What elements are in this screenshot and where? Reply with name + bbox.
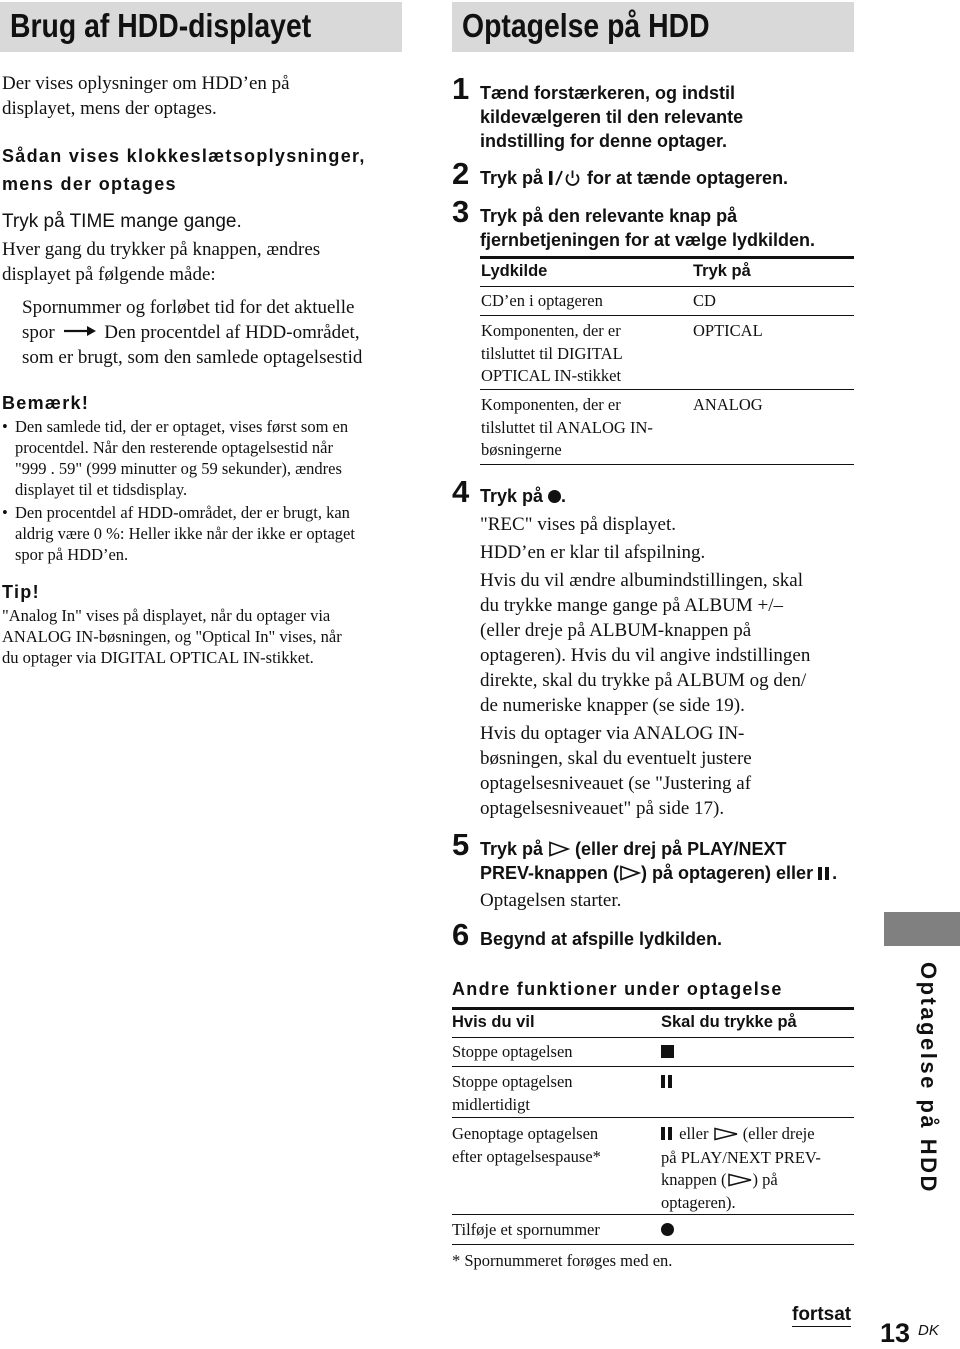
tip-text: "Analog In" vises på displayet, når du optager via ANALOG IN-bøsningen, og "Optical In" vises, når du optager via DIGITAL OPTICAL IN-stikket. bbox=[2, 606, 342, 667]
source-row-2-button: OPTICAL bbox=[693, 321, 763, 340]
func-table-top-rule bbox=[452, 1007, 854, 1010]
step-2-text: Tryk på for at tænde optageren. bbox=[480, 168, 789, 188]
func-row-stop: Stoppe optagelsen bbox=[452, 1042, 573, 1061]
step-number-2: 2 bbox=[452, 156, 470, 191]
play-icon bbox=[619, 865, 641, 881]
language-code: DK bbox=[918, 1322, 939, 1339]
pause-icon bbox=[818, 862, 832, 886]
left-header-bar bbox=[0, 2, 402, 52]
step-number-5: 5 bbox=[452, 827, 470, 862]
step-5-details: Optagelsen starter. bbox=[480, 890, 622, 911]
step-number-6: 6 bbox=[452, 917, 470, 952]
source-table-rule bbox=[480, 286, 854, 287]
step-3-text: Tryk på den relevante knap på fjernbetjeningen for at vælge lydkilden. bbox=[480, 206, 816, 250]
side-tab-label: Optagelse på HDD bbox=[916, 962, 941, 1194]
source-row-1-source: CD’en i optageren bbox=[481, 291, 603, 310]
note-heading: Bemærk! bbox=[2, 393, 90, 413]
tip-heading: Tip! bbox=[2, 582, 40, 602]
func-table-rule bbox=[452, 1214, 854, 1215]
right-page-title: Optagelse på HDD bbox=[462, 7, 710, 44]
other-functions-heading: Andre funktioner under optagelse bbox=[452, 979, 783, 999]
left-page-title: Brug af HDD-displayet bbox=[10, 7, 312, 44]
footnote: * Spornummeret forøges med en. bbox=[452, 1251, 673, 1270]
step-6-text: Begynd at afspille lydkilden. bbox=[480, 929, 723, 949]
step-number-1: 1 bbox=[452, 71, 470, 106]
func-row-add-track: Tilføje et spornummer bbox=[452, 1220, 600, 1239]
func-row-pause: Stoppe optagelsen midlertidigt bbox=[452, 1072, 573, 1114]
step-5-text: Tryk på (eller drej på PLAY/NEXT PREV-knappen ( ) på optageren) eller . bbox=[480, 837, 837, 886]
source-table-header-source: Lydkilde bbox=[481, 262, 548, 280]
source-table-rule bbox=[480, 315, 854, 316]
note-item-2: • Den procentdel af HDD-området, der er brugt, kan aldrig være 0 %: Heller ikke når der ikke er optaget spor på HDD’en. bbox=[2, 503, 355, 564]
bullet: • bbox=[2, 503, 8, 522]
stop-icon bbox=[661, 1045, 674, 1058]
source-row-3-button: ANALOG bbox=[693, 395, 763, 414]
func-row-resume-buttons: eller (eller dreje på PLAY/NEXT PREV- knappen ( ) på optageren). bbox=[661, 1124, 821, 1212]
step-4-text: Tryk på . bbox=[480, 486, 567, 506]
source-table-top-rule bbox=[480, 256, 854, 259]
power-icon bbox=[548, 169, 582, 187]
play-icon bbox=[548, 841, 570, 857]
pause-icon bbox=[661, 1124, 675, 1147]
record-icon bbox=[661, 1223, 674, 1236]
source-table-rule bbox=[480, 389, 854, 390]
source-table-bottom-rule bbox=[480, 464, 854, 465]
press-time-text: Tryk på TIME mange gange. bbox=[2, 211, 242, 232]
func-table-header-action: Hvis du vil bbox=[452, 1013, 535, 1031]
source-row-2-source: Komponenten, der er tilsluttet til DIGITAL OPTICAL IN-stikket bbox=[481, 321, 623, 385]
func-table-rule bbox=[452, 1066, 854, 1067]
bullet: • bbox=[2, 417, 8, 436]
step-number-4: 4 bbox=[452, 474, 470, 509]
arrow-right-icon bbox=[63, 325, 97, 337]
side-tab-marker bbox=[884, 912, 960, 946]
note-item-1: • Den samlede tid, der er optaget, vises først som en procentdel. Når den resterende optagelsestid når "999 . 59" (999 minutter og 59 sekunder), ændres displayet til et tidsdisplay. bbox=[2, 417, 349, 499]
func-table-header-button: Skal du trykke på bbox=[661, 1013, 797, 1031]
page-number: 13 bbox=[880, 1318, 911, 1348]
change-text: Hver gang du trykker på knappen, ændres displayet på følgende måde: bbox=[2, 239, 321, 285]
step-number-3: 3 bbox=[452, 194, 470, 229]
intro-text: Der vises oplysninger om HDD’en på displayet, mens der optages. bbox=[2, 73, 290, 119]
play-icon bbox=[713, 1127, 739, 1141]
source-row-1-button: CD bbox=[693, 291, 716, 310]
source-table-header-button: Tryk på bbox=[693, 262, 751, 280]
func-row-resume: Genoptage optagelsen efter optagelsespause* bbox=[452, 1124, 601, 1166]
continued-label: fortsat bbox=[792, 1304, 852, 1325]
display-sequence: Spornummer og forløbet tid for det aktuelle spor Den procentdel af HDD-området, som er brugt, som den samlede optagelsestid bbox=[22, 297, 363, 368]
right-header-bar bbox=[452, 2, 854, 52]
step-4-details: "REC" vises på displayet. HDD’en er klar til afspilning. Hvis du vil ændre albumindstillingen, skal du trykke mange gange på ALBUM +/– (eller dreje på ALBUM-knappen på optageren). Hvis du vil angive indstillingen direkte, skal du trykke på ALBUM og den/ de numeriske knapper (se side 19). Hvis du optager via ANALOG IN- bøsningen, skal du eventuelt justere optagelsesniveauet (se "Justering af optagelsesniveauet" på side 17). bbox=[480, 514, 811, 819]
play-icon bbox=[727, 1173, 753, 1187]
time-subheading: Sådan vises klokkeslætsoplysninger, mens der optages bbox=[2, 146, 366, 194]
func-table-bottom-rule bbox=[452, 1244, 854, 1245]
source-row-3-source: Komponenten, der er tilsluttet til ANALOG IN- bøsningerne bbox=[481, 395, 653, 459]
step-1-text: Tænd forstærkeren, og indstil kildevælgeren til den relevante indstilling for denne optager. bbox=[480, 83, 744, 151]
func-table-rule bbox=[452, 1117, 854, 1118]
pause-icon bbox=[661, 1075, 675, 1093]
record-icon bbox=[548, 490, 561, 503]
func-table-rule bbox=[452, 1037, 854, 1038]
